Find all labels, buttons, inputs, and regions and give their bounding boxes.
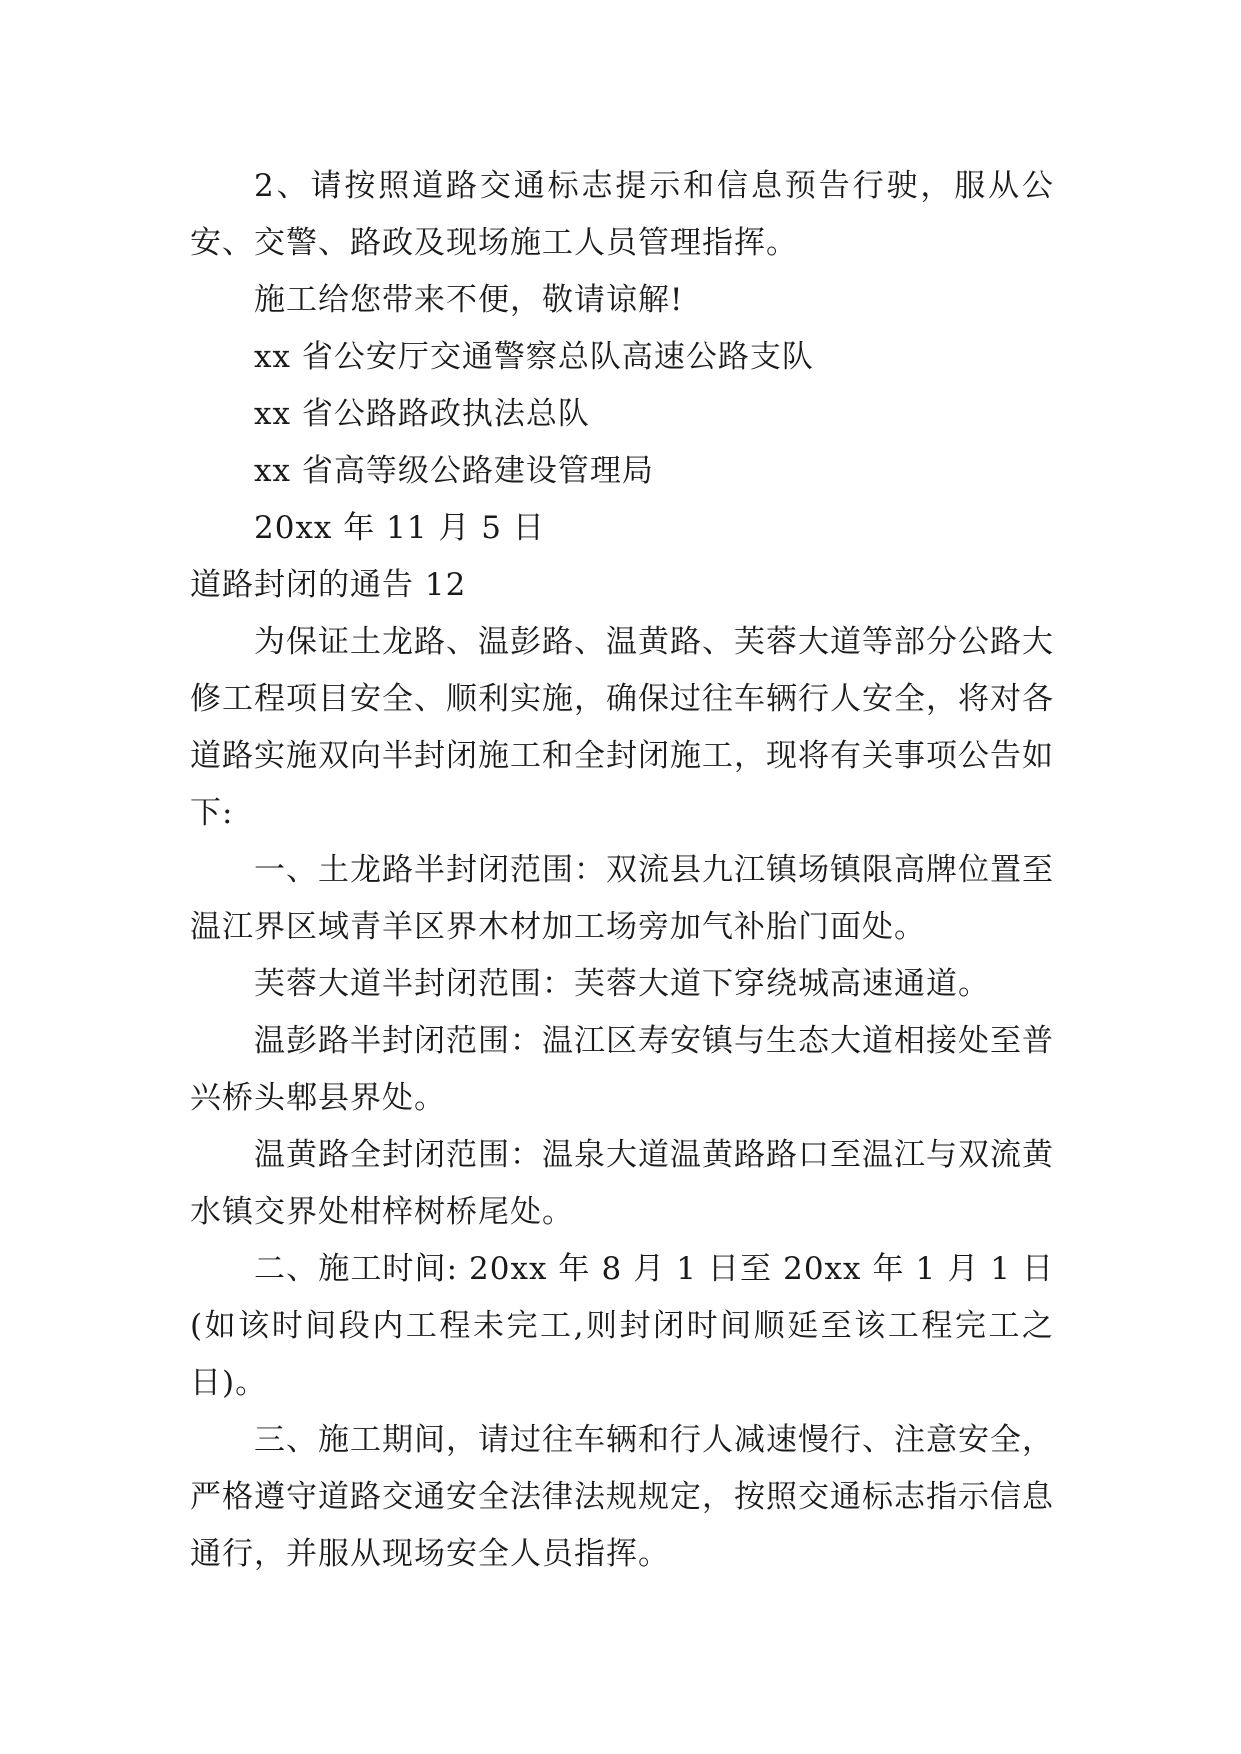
paragraph-intro: 为保证土龙路、温彭路、温黄路、芙蓉大道等部分公路大修工程项目安全、顺利实施，确保过往车辆行人安全，将对各道路实施双向半封闭施工和全封闭施工，现将有关事项公告如下:: [190, 624, 1054, 831]
signatory-traffic-police: xx 省公安厅交通警察总队高速公路支队: [254, 339, 814, 375]
paragraph-apology: 施工给您带来不便，敬请谅解!: [254, 282, 684, 318]
paragraph-construction-time: 二、施工时间: 20xx 年 8 月 1 日至 20xx 年 1 月 1 日(如该时间段内工程未完工,则封闭时间顺延至该工程完工之日)。: [190, 1251, 1054, 1401]
section-heading: 道路封闭的通告 12: [190, 567, 467, 603]
paragraph-tulong-road: 一、土龙路半封闭范围：双流县九江镇场镇限高牌位置至温江界区域青羊区界木材加工场旁加气补胎门面处。: [190, 852, 1054, 945]
paragraph-instruction: 2、请按照道路交通标志提示和信息预告行驶，服从公安、交警、路政及现场施工人员管理指挥。: [190, 168, 1054, 261]
paragraph-wenhuang-road: 温黄路全封闭范围：温泉大道温黄路路口至温江与双流黄水镇交界处柑梓树桥尾处。: [190, 1137, 1054, 1230]
signatory-highway-bureau: xx 省高等级公路建设管理局: [254, 453, 654, 489]
paragraph-safety-notice: 三、施工期间，请过往车辆和行人减速慢行、注意安全，严格遵守道路交通安全法律法规规定，按照交通标志指示信息通行，并服从现场安全人员指挥。: [190, 1422, 1054, 1572]
notice-date: 20xx 年 11 月 5 日: [254, 510, 545, 546]
document-page: [190, 158, 1054, 1583]
paragraph-wenpeng-road: 温彭路半封闭范围：温江区寿安镇与生态大道相接处至普兴桥头郫县界处。: [190, 1023, 1054, 1116]
paragraph-furong-avenue: 芙蓉大道半封闭范围：芙蓉大道下穿绕城高速通道。: [254, 966, 990, 1002]
signatory-road-administration: xx 省公路路政执法总队: [254, 396, 590, 432]
